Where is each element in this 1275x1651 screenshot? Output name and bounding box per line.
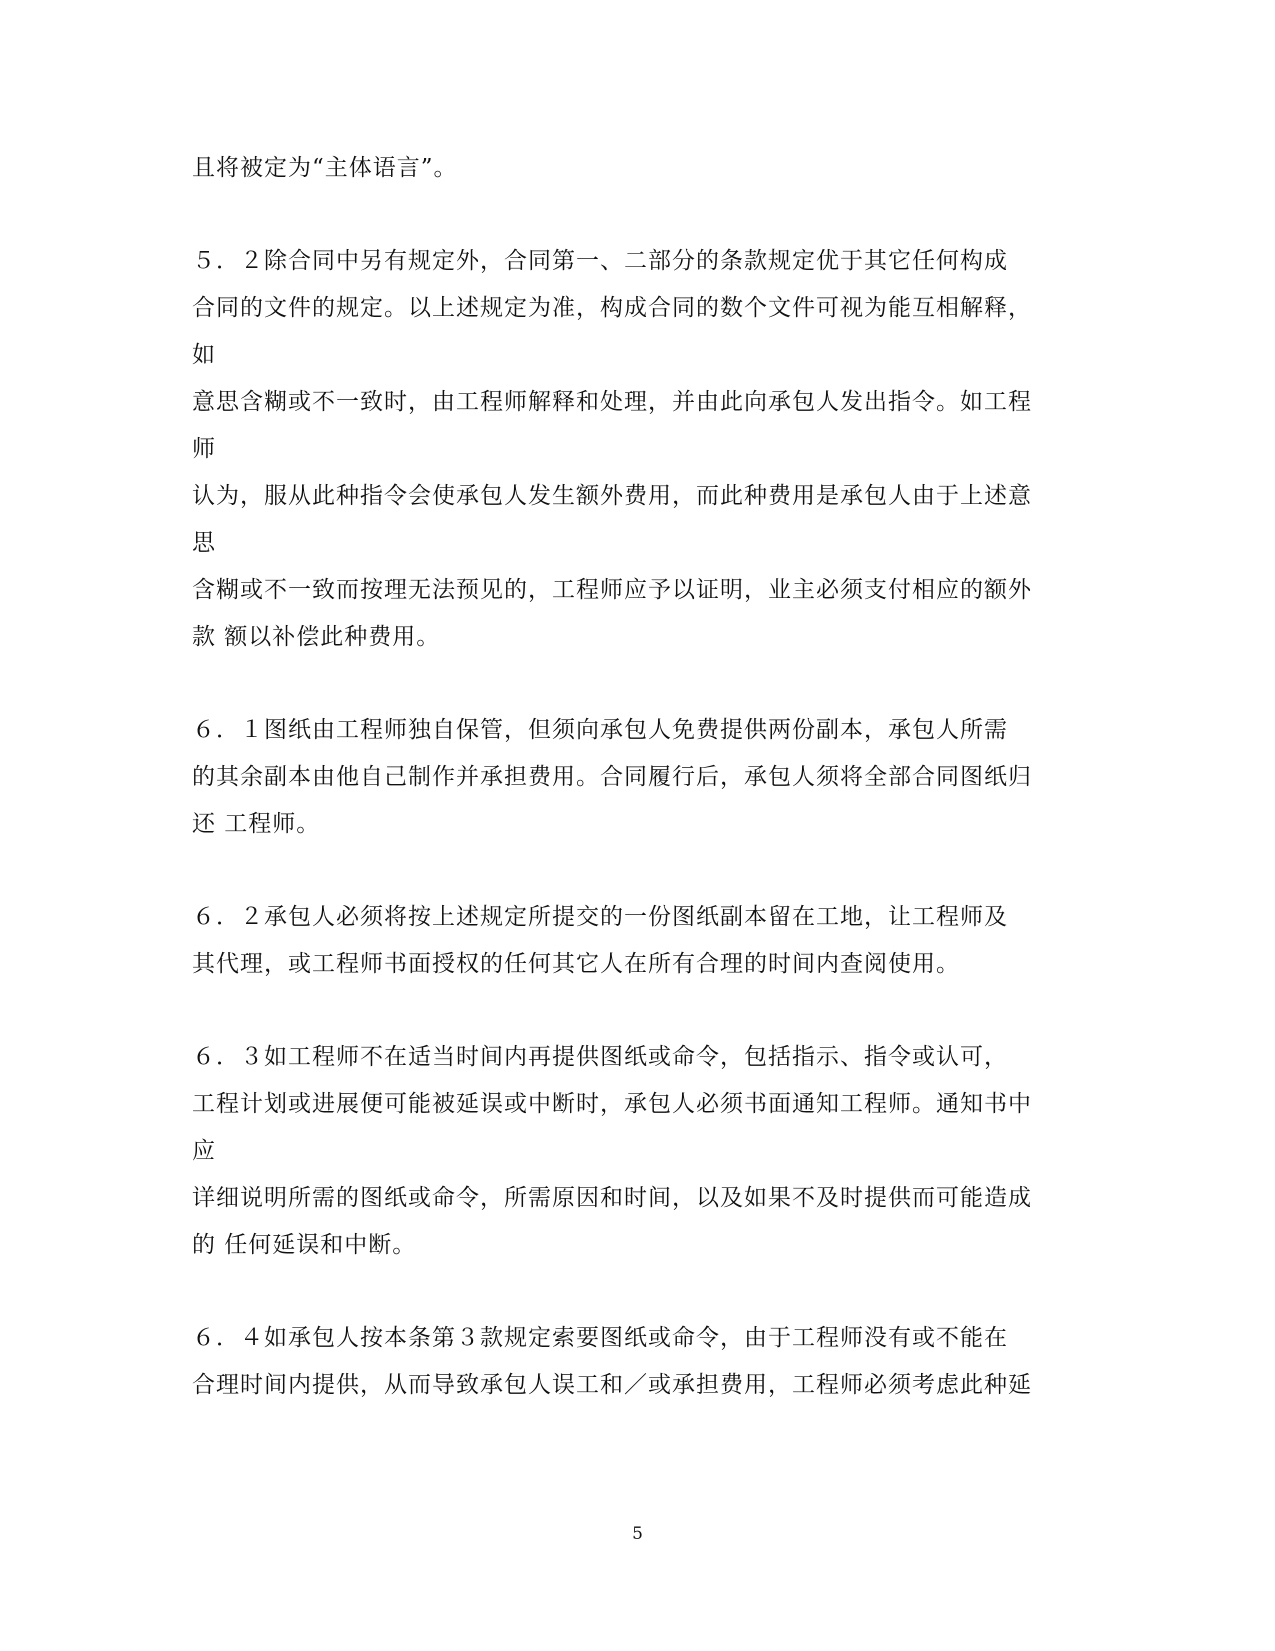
- text-line: ６．２承包人必须将按上述规定所提交的一份图纸副本留在工地，让工程师及: [192, 904, 1008, 930]
- text-line: 的其余副本由他自己制作并承担费用。合同履行后，承包人须将全部合同图纸归: [192, 764, 1032, 790]
- text-line: 的 任何延误和中断。: [192, 1232, 417, 1258]
- text-line: 应: [192, 1138, 216, 1164]
- text-line: 其代理，或工程师书面授权的任何其它人在所有合理的时间内查阅使用。: [192, 951, 960, 977]
- text-line: 思: [192, 530, 216, 556]
- text-line: 工程计划或进展便可能被延误或中断时，承包人必须书面通知工程师。通知书中: [192, 1091, 1032, 1117]
- text-line: ６．４如承包人按本条第３款规定索要图纸或命令，由于工程师没有或不能在: [192, 1325, 1008, 1351]
- text-line: ６．１图纸由工程师独自保管，但须向承包人免费提供两份副本，承包人所需: [192, 717, 1008, 743]
- text-line: 详细说明所需的图纸或命令，所需原因和时间，以及如果不及时提供而可能造成: [192, 1185, 1032, 1211]
- text-line: 师: [192, 436, 216, 462]
- text-line: ６．３如工程师不在适当时间内再提供图纸或命令，包括指示、指令或认可，: [192, 1044, 1008, 1070]
- text-line: 含糊或不一致而按理无法预见的，工程师应予以证明，业主必须支付相应的额外: [192, 577, 1032, 603]
- text-line: 款 额以补偿此种费用。: [192, 624, 441, 650]
- text-line: 合同的文件的规定。以上述规定为准，构成合同的数个文件可视为能互相解释，: [192, 295, 1032, 321]
- text-line: 如: [192, 342, 216, 368]
- text-line: 意思含糊或不一致时，由工程师解释和处理，并由此向承包人发出指令。如工程: [192, 389, 1032, 415]
- text-line: 还 工程师。: [192, 811, 321, 837]
- text-line: ５．２除合同中另有规定外，合同第一、二部分的条款规定优于其它任何构成: [192, 248, 1008, 274]
- text-line: 认为，服从此种指令会使承包人发生额外费用，而此种费用是承包人由于上述意: [192, 483, 1032, 509]
- text-line: 且将被定为“主体语言”。: [192, 155, 458, 181]
- page-number: 5: [632, 1524, 643, 1544]
- text-line: 合理时间内提供，从而导致承包人误工和／或承担费用，工程师必须考虑此种延: [192, 1372, 1032, 1398]
